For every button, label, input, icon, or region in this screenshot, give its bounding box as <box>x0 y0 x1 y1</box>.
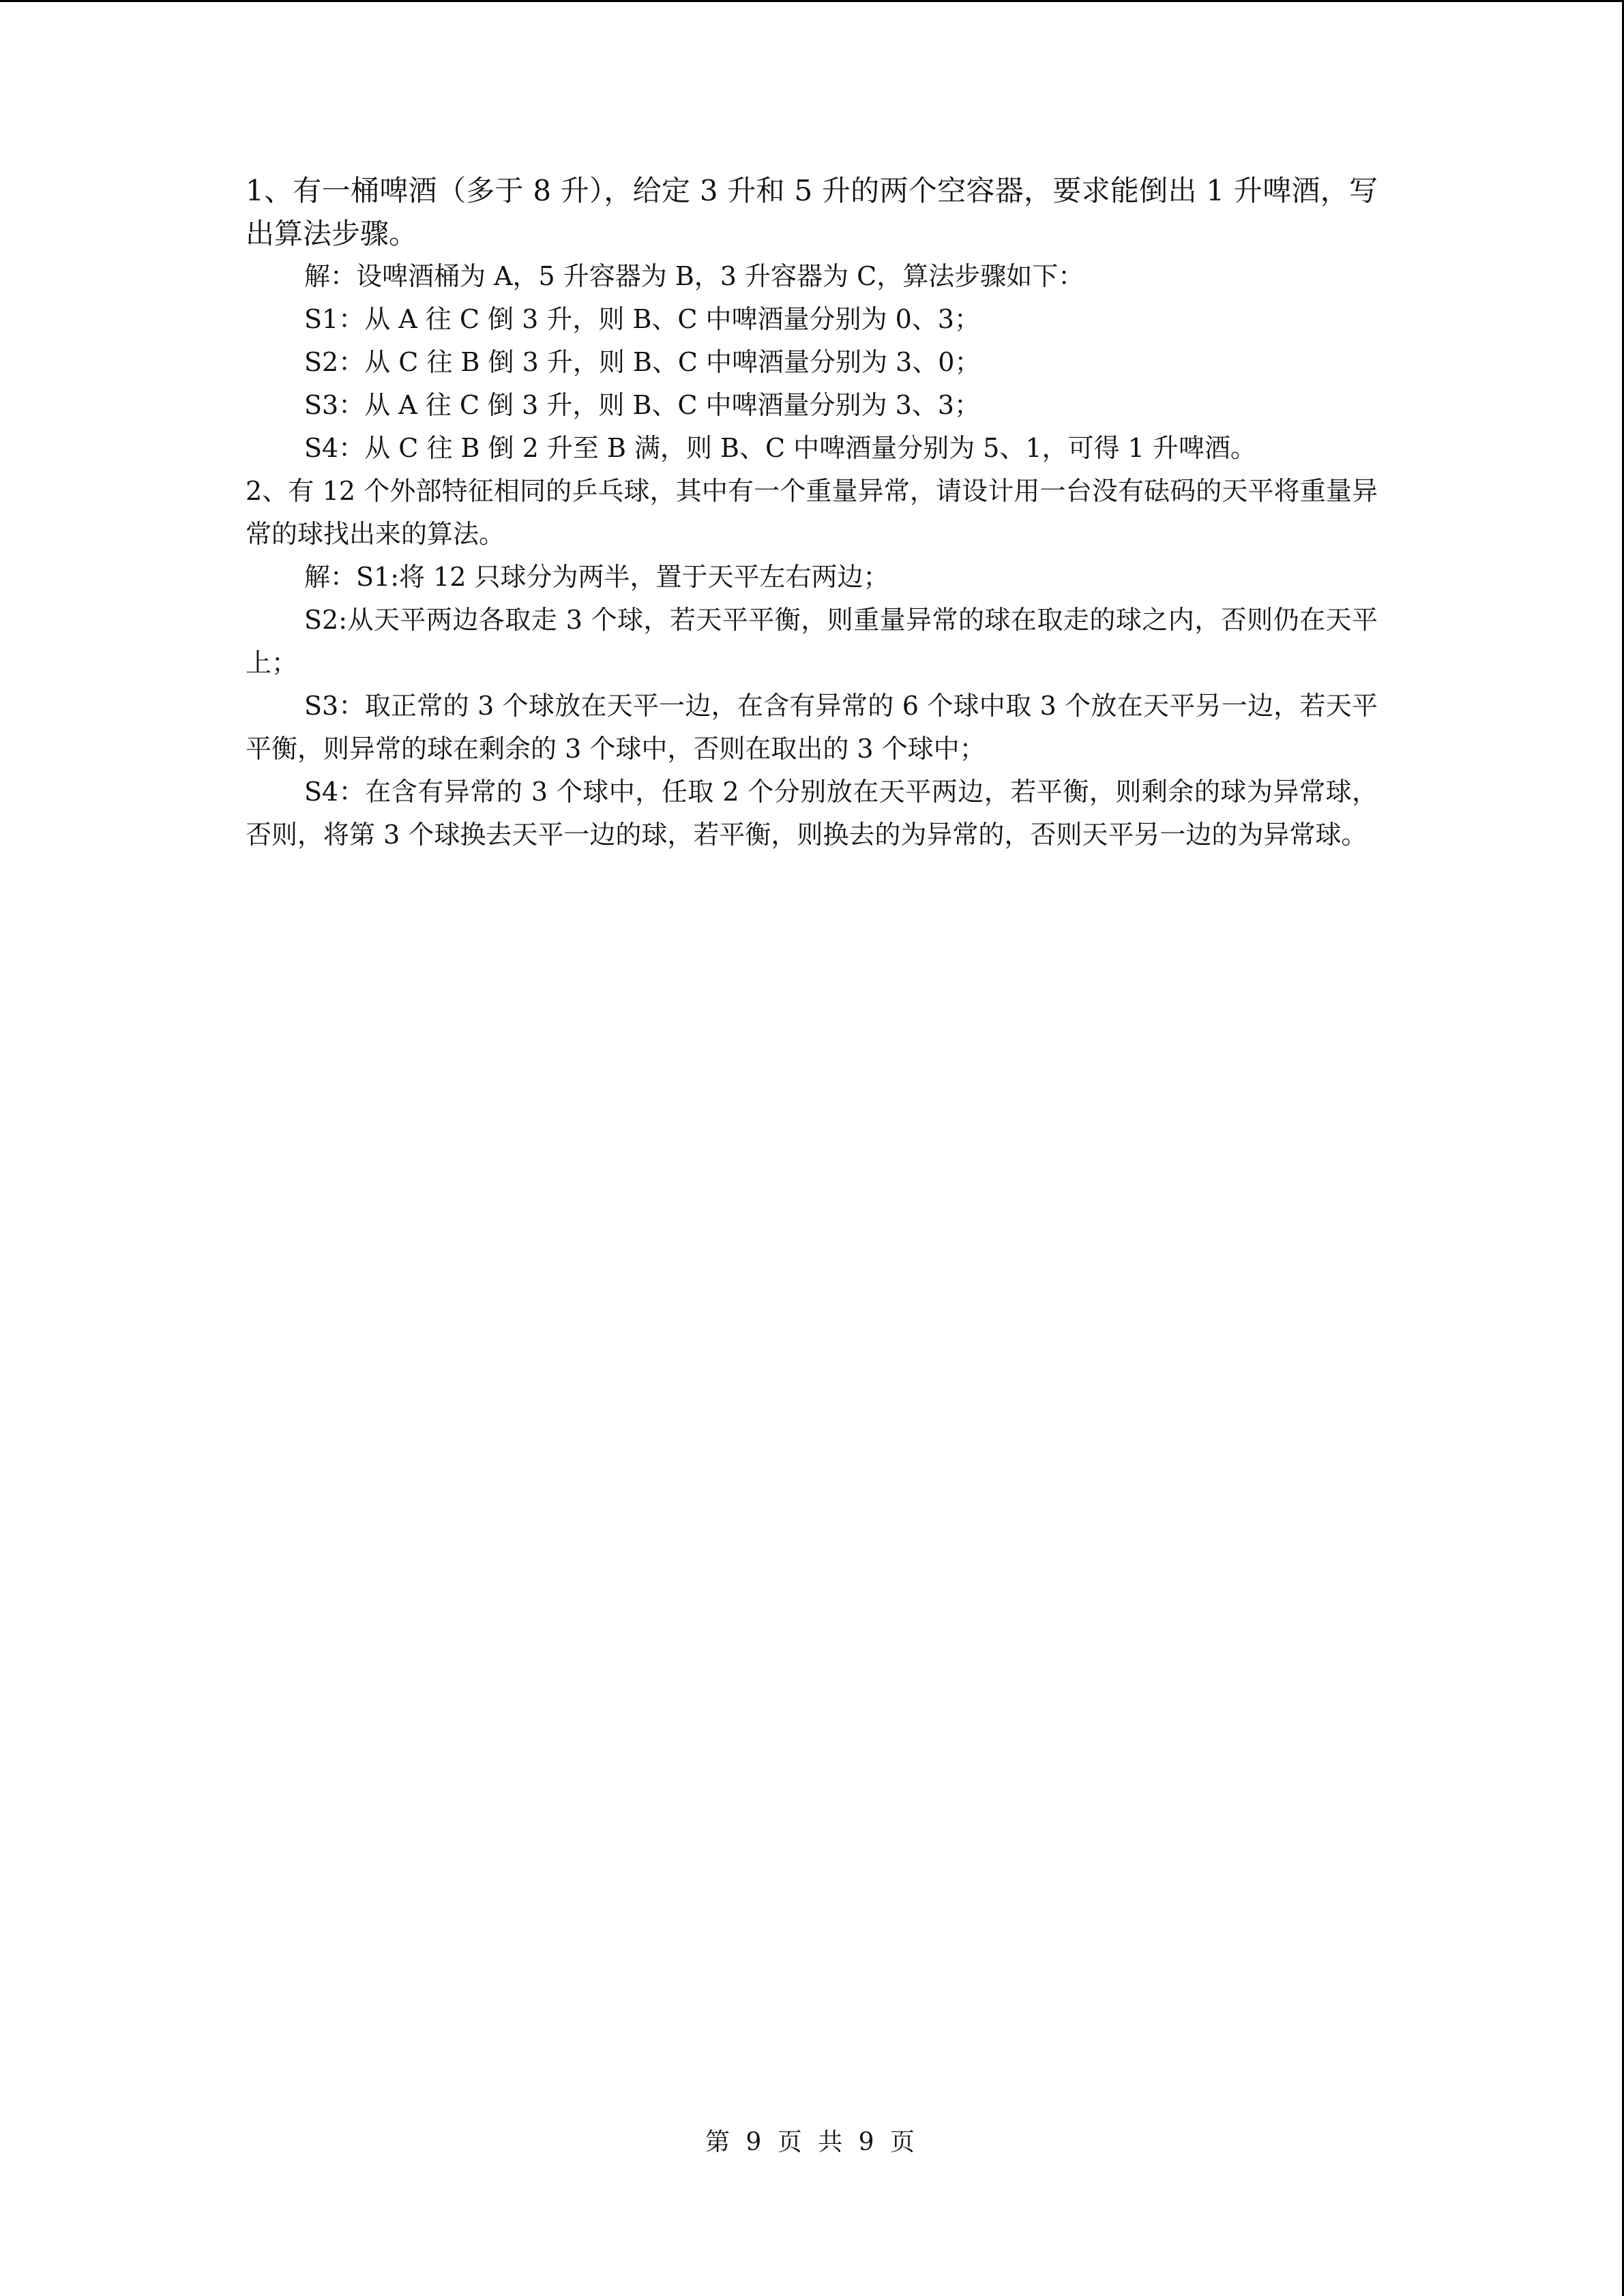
problem-2-step-s1: 解：S1:将 12 只球分为两半，置于天平左右两边； <box>304 562 889 592</box>
problem-2-step-s4: S4：在含有异常的 3 个球中，任取 2 个分别放在天平两边，若平衡，则剩余的球为异常球，否则，将第 3 个球换去天平一边的球，若平衡，则换去的为异常的，否则天平另一边的为异常球。 <box>246 777 1378 850</box>
problem-1-step-s3: S3：从 A 往 C 倒 3 升，则 B、C 中啤酒量分别为 3、3； <box>304 390 980 420</box>
problem-1-step-s4: S4：从 C 往 B 倒 2 升至 B 满，则 B、C 中啤酒量分别为 5、1，可得 1 升啤酒。 <box>304 433 1256 463</box>
problem-2 <box>246 470 1378 856</box>
problem-2-step-s2: S2:从天平两边各取走 3 个球，若天平平衡，则重量异常的球在取走的球之内，否则仍在天平上； <box>246 605 1378 678</box>
problem-1-step-s2: S2：从 C 往 B 倒 3 升，则 B、C 中啤酒量分别为 3、0； <box>304 347 981 377</box>
top-border-line <box>0 0 1624 2</box>
problem-1-step-s1: S1：从 A 往 C 倒 3 升，则 B、C 中啤酒量分别为 0、3； <box>304 304 980 334</box>
problem-2-title: 2、有 12 个外部特征相同的乒乓球，其中有一个重量异常，请设计用一台没有砝码的天平将重量异常的球找出来的算法。 <box>246 476 1378 549</box>
document-body <box>246 169 1378 856</box>
problem-1 <box>246 169 1378 470</box>
problem-1-title: 1、有一桶啤酒（多于 8 升），给定 3 升和 5 升的两个空容器，要求能倒出 1 升啤酒，写出算法步骤。 <box>246 174 1378 250</box>
problem-2-step-s3: S3：取正常的 3 个球放在天平一边，在含有异常的 6 个球中取 3 个放在天平另一边，若天平平衡，则异常的球在剩余的 3 个球中，否则在取出的 3 个球中； <box>246 691 1378 764</box>
problem-1-solution-intro: 解：设啤酒桶为 A，5 升容器为 B，3 升容器为 C，算法步骤如下： <box>304 261 1084 291</box>
page-number-footer: 第 9 页 共 9 页 <box>705 2128 919 2156</box>
